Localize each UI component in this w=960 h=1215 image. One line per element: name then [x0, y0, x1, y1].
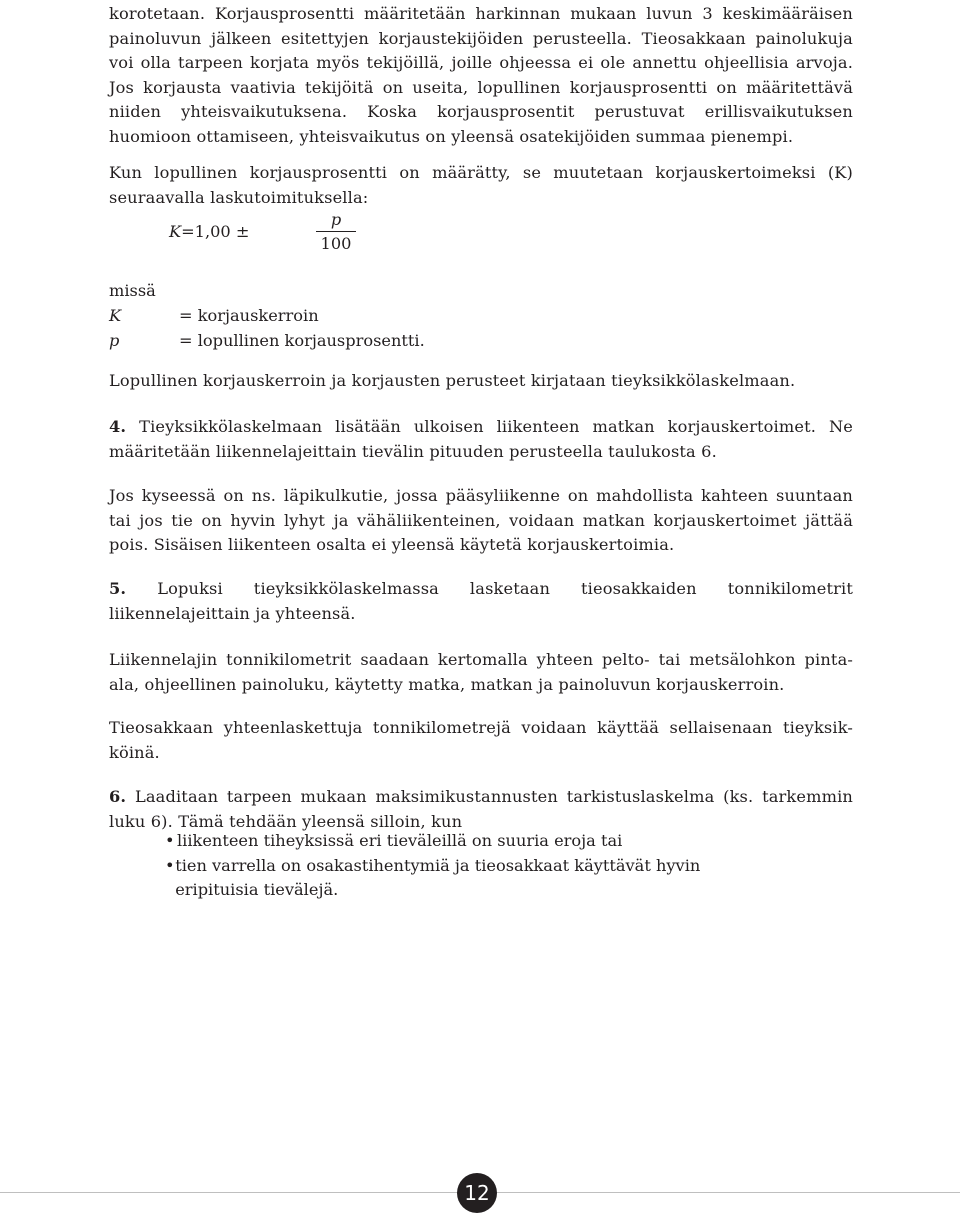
- definition-text: = lopullinen korjausprosentti.: [179, 331, 425, 350]
- paragraph-record-factor: Lopullinen korjauskerroin ja korjausten perusteet kirjataan tieyksikkölaskelmaan.: [109, 371, 796, 390]
- paragraph-through-road: Jos kyseessä on ns. läpikulkutie, jossa pääsyliikenne on mahdollista kahteen suuntaan tai jos tie on hyvin lyhyt ja vähäliikenteinen, voidaan matkan korjauskertoimet jättää pois. Sisäisen liikenteen osalta ei yleensä käytetä korjauskertoimia.: [109, 486, 853, 554]
- bullet-item: [165, 854, 765, 903]
- formula-correction-factor: [169, 210, 352, 253]
- paragraph-tonne-km: Liikennelajin tonnikilometrit saadaan kertomalla yhteen pelto- tai metsälohkon pinta-ala, ohjeellinen painoluku, käytetty matka, matkan ja painoluvun korjauskerroin.: [109, 650, 853, 694]
- definition-row: [109, 328, 425, 353]
- formula-denominator: 100: [320, 234, 352, 253]
- page-number-badge: 12: [457, 1173, 497, 1213]
- bullet-item: [165, 829, 765, 854]
- paragraph-correction-percent: korotetaan. Korjausprosentti määritetään harkinnan mukaan luvun 3 keskimääräisen painoluvun jälkeen esitettyjen korjaustekijöiden perusteella. Tieosakkaan painolukuja voi olla tarpeen korjata myös tekijöillä, joille ohjeessa ei ole annettu ohjeellisia arvoja. Jos korjausta vaativia tekijöitä on useita, lopullinen korjausprosentti on määritettävä niiden yhteisvaikutuksena. Koska korjausprosentit perustuvat erillisvaikutuksen huomioon ottamiseen, yhteisvaikutus on yleensä osatekijöiden summaa pienempi.: [109, 4, 853, 146]
- step-number: 5.: [109, 579, 127, 598]
- step-text: Lopuksi tieyksikkölaskelmassa lasketaan tieosakkaiden tonnikilometrit liikennelajeittain ja yhteensä.: [109, 579, 854, 623]
- definition-symbol: K: [109, 306, 122, 325]
- step-text: Laaditaan tarpeen mukaan maksimikustannusten tarkistuslaskelma (ks. tarkemmin luku 6). Tämä tehdään yleensä silloin, kun: [109, 787, 853, 831]
- definitions-intro: missä: [109, 281, 156, 300]
- step-number: 6.: [109, 787, 127, 806]
- definition-row: [109, 303, 425, 328]
- paragraph-correction-factor-intro: Kun lopullinen korjausprosentti on määrätty, se muutetaan korjauskertoimeksi (K) seuraavalla laskutoimituksella:: [109, 163, 853, 207]
- paragraph-step-5: [109, 577, 853, 626]
- step-text: Tieyksikkölaskelmaan lisätään ulkoisen liikenteen matkan korjauskertoimet. Ne määritetään liikennelajeittain tievälin pituuden perusteella taulukosta 6.: [109, 417, 853, 461]
- step-number: 4.: [109, 417, 127, 436]
- fraction-bar: [316, 231, 356, 232]
- bullet-text: liikenteen tiheyksissä eri tieväleillä on suuria eroja tai: [177, 831, 623, 850]
- bullet-icon: •: [165, 831, 175, 850]
- paragraph-step-4: [109, 415, 853, 464]
- formula-numerator: p: [330, 210, 342, 229]
- definition-symbol: p: [109, 331, 120, 350]
- bullet-list: [165, 829, 765, 903]
- paragraph-units: Tieosakkaan yhteenlaskettuja tonnikilometrejä voidaan käyttää sellaisenaan tieyksik-köinä.: [109, 718, 853, 762]
- bullet-text: tien varrella on osakastihentymiä ja tieosakkaat käyttävät hyvin eripituisia tievälejä.: [175, 855, 701, 899]
- definition-text: = korjauskerroin: [179, 306, 319, 325]
- formula-lhs: K: [169, 222, 182, 241]
- formula-rhs: =1,00 ±: [181, 222, 250, 241]
- definitions-list: [109, 278, 425, 353]
- paragraph-step-6: [109, 785, 853, 834]
- formula-fraction: [316, 210, 356, 254]
- bullet-icon: •: [165, 855, 175, 875]
